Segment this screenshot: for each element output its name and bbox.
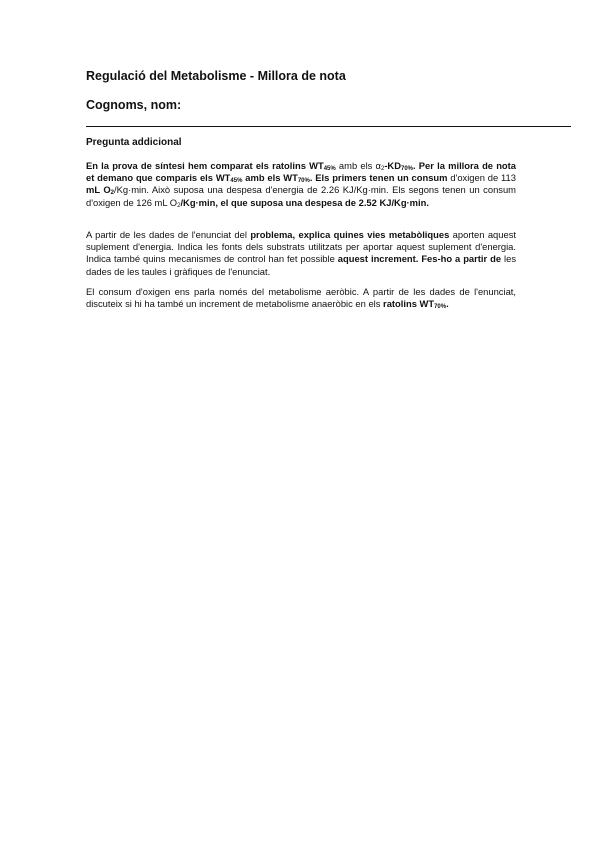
p1-subscript: 2 [380,166,385,172]
p2-text: A partir de les dades de l'enunciat del [86,229,251,240]
p1-subscript: 2 [110,190,115,197]
p3-text: El consum d'oxigen ens parla només del metabolisme aeròbic. A partir de les dades de l'enunciat, discuteix si hi ha també un increment de metabolisme anaeròbic en els [86,286,516,310]
p1-text: -KD [384,160,401,171]
horizontal-divider [86,126,571,127]
p2-bold: problema, explica quines vies metabòliques [250,229,450,240]
p1-text: amb els α [335,160,381,171]
p1-text: amb els WT [242,172,298,184]
p3-text: . [446,298,449,310]
p1-bold-intro [86,160,336,171]
p1-text: En la prova de síntesi hem comparat els ratolins WT [86,160,324,171]
p3-text: ratolins WT [383,298,435,310]
p1-bold-end: /Kg·min, el que suposa una despesa de 2.52 KJ/Kg·min. [180,196,429,208]
p3-bold [383,298,449,309]
p1-bold-unit [86,184,114,195]
p1-subscript: 45% [230,178,243,185]
p1-text: mL O [86,184,111,196]
document-title: Regulació del Metabolisme - Millora de nota [86,69,346,83]
p1-text: d'oxigen de 113 [447,172,516,184]
paragraph-metabolic-pathways [86,229,516,278]
paragraph-anaerobic [86,286,516,310]
p1-subscript: 70% [400,166,413,172]
paragraph-comparison [86,160,516,209]
p1-subscript: 45% [323,166,336,172]
p1-text: . Per la millora de nota et demano que comparis els WT [86,160,516,184]
section-title: Pregunta addicional [86,137,182,148]
p1-text: /Kg·min. Això suposa una despesa d'energia de 2.26 KJ/Kg·min. Els segons tenen un consum d'oxigen de 126 mL O [86,184,516,208]
p1-subscript: 2 [177,202,181,209]
names-label: Cognoms, nom: [86,98,182,112]
p2-text: les dades de les taules i gràfiques de l'enunciat. [86,253,517,277]
p2-text: aporten aquest suplement d'energia. Indica les fonts dels substrats utilitzats per aportar aquest suplement d'energia. Indica també quins mecanismes de control han fet possible [86,229,516,265]
p3-subscript: 70% [434,304,447,311]
p1-text: . Els primers tenen un consum [309,172,448,184]
p2-bold: aquest increment. Fes-ho a partir de [337,253,502,265]
p1-subscript: 70% [297,178,310,185]
